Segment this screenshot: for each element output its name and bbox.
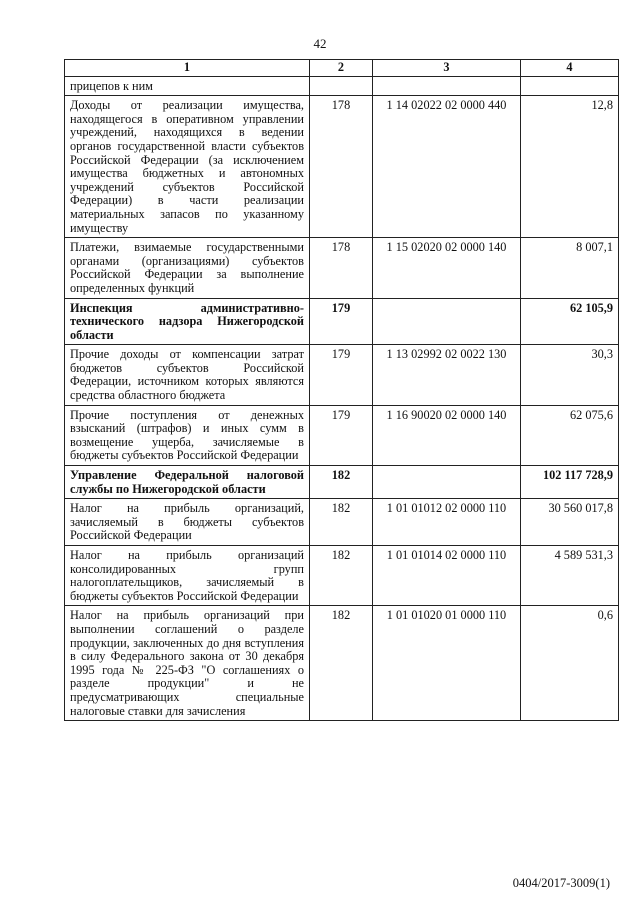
admin-code-cell: 179 [310,345,373,405]
amount-cell: 8 007,1 [521,238,619,298]
admin-code-cell: 178 [310,96,373,238]
table-header-row [65,60,619,77]
table-row [65,238,619,298]
budget-classification-code-cell: 1 14 02022 02 0000 440 [373,96,521,238]
admin-code-cell: 182 [310,606,373,721]
admin-code-cell: 182 [310,499,373,546]
revenue-name-cell: Доходы от реализации имущества, находящегося в оперативном управлении учреждений, находящихся в ведении органов государственной власти субъектов Российской Федерации (за исключением имущества бюджетных и автономных учреждений субъектов Российской Федерации) в части реализации материальных запасов по указанному имуществу [65,96,310,238]
amount-cell: 4 589 531,3 [521,546,619,606]
amount-cell: 0,6 [521,606,619,721]
page-number: 42 [313,36,327,51]
revenue-name-cell: Прочие поступления от денежных взысканий (штрафов) и иных сумм в возмещение ущерба, зачисляемые в бюджеты субъектов Российской Федерации [65,405,310,465]
admin-code-cell: 178 [310,238,373,298]
revenue-name-cell: Платежи, взимаемые государственными органами (организациями) субъектов Российской Федерации за выполнение определенных функций [65,238,310,298]
admin-code-cell: 179 [310,405,373,465]
budget-classification-code-cell [373,76,521,96]
budget-classification-code-cell: 1 15 02020 02 0000 140 [373,238,521,298]
table-row [65,499,619,546]
budget-classification-code-cell: 1 01 01014 02 0000 110 [373,546,521,606]
admin-code-cell: 179 [310,298,373,345]
table-row [65,405,619,465]
revenue-name-cell: Прочие доходы от компенсации затрат бюджетов субъектов Российской Федерации, источником которых являются средства областного бюджета [65,345,310,405]
table-row [65,606,619,721]
column-header-4: 4 [521,60,619,77]
table-row [65,466,619,499]
table-row [65,345,619,405]
revenue-name-cell: Налог на прибыль организаций, зачисляемый в бюджеты субъектов Российской Федерации [65,499,310,546]
budget-classification-code-cell: 1 01 01012 02 0000 110 [373,499,521,546]
budget-classification-code-cell [373,466,521,499]
admin-code-cell: 182 [310,546,373,606]
amount-cell [521,76,619,96]
amount-cell: 102 117 728,9 [521,466,619,499]
revenue-name-cell: Инспекция административно-технического надзора Нижегородской области [65,298,310,345]
amount-cell: 12,8 [521,96,619,238]
budget-classification-code-cell: 1 01 01020 01 0000 110 [373,606,521,721]
revenue-name-cell: Налог на прибыль организаций при выполнении соглашений о разделе продукции, заключенных до дня вступления в силу Федерального закона от 30 декабря 1995 года № 225-ФЗ "О соглашениях о разделе продукции" и не предусматривающих специальные налоговые ставки для зачисления [65,606,310,721]
admin-code-cell: 182 [310,466,373,499]
budget-classification-code-cell [373,298,521,345]
table-row [65,298,619,345]
document-code: 0404/2017-3009(1) [512,876,610,890]
admin-code-cell [310,76,373,96]
revenue-name-cell: Налог на прибыль организаций консолидированных групп налогоплательщиков, зачисляемый в бюджеты субъектов Российской Федерации [65,546,310,606]
revenue-name-cell: Управление Федеральной налоговой службы по Нижегородской области [65,466,310,499]
amount-cell: 30,3 [521,345,619,405]
table-row [65,76,619,96]
column-header-2: 2 [310,60,373,77]
column-header-3: 3 [373,60,521,77]
amount-cell: 62 075,6 [521,405,619,465]
amount-cell: 62 105,9 [521,298,619,345]
budget-classification-code-cell: 1 16 90020 02 0000 140 [373,405,521,465]
table-row [65,546,619,606]
revenue-name-cell: прицепов к ним [65,76,310,96]
table-row [65,96,619,238]
amount-cell: 30 560 017,8 [521,499,619,546]
revenue-table [64,59,619,721]
column-header-1: 1 [65,60,310,77]
budget-classification-code-cell: 1 13 02992 02 0022 130 [373,345,521,405]
